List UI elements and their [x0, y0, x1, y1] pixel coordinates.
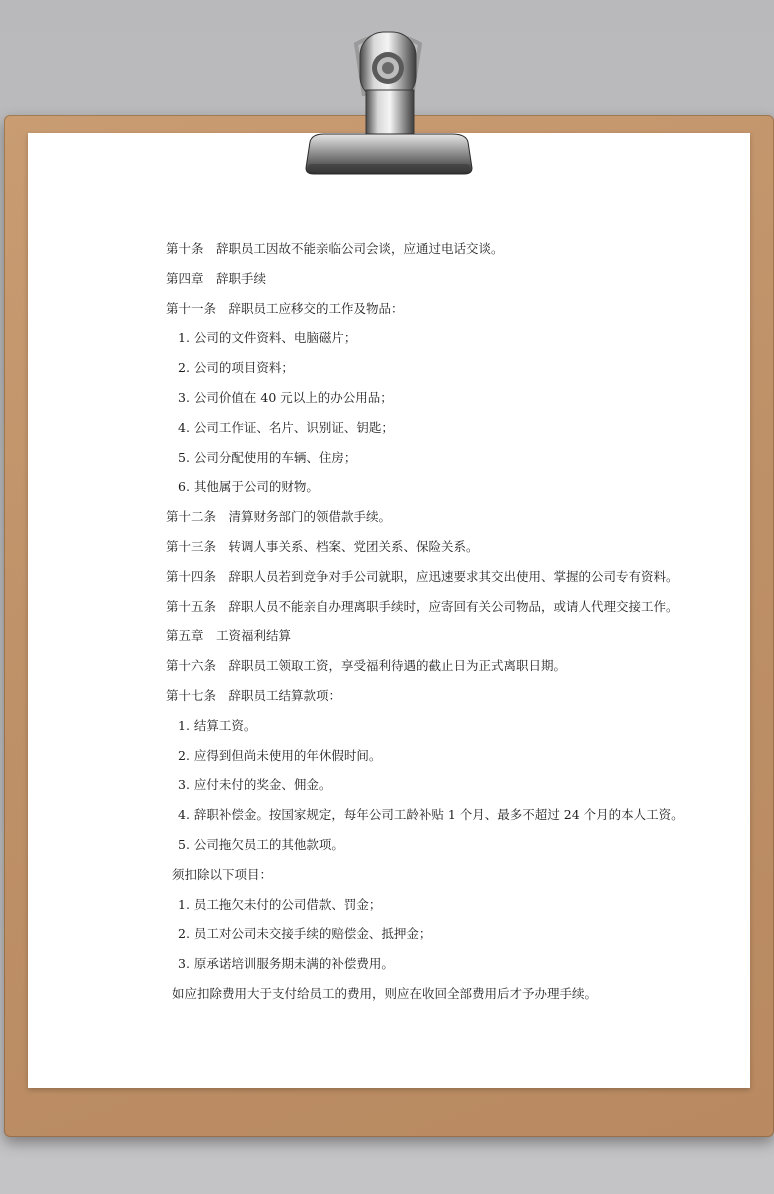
article-text: 第十四条 辞职人员若到竞争对手公司就职，应迅速要求其交出使用、掌握的公司专有资料。	[166, 568, 679, 584]
list-item: 3. 原承诺培训服务期未满的补偿费用。	[178, 956, 394, 972]
list-item: 4. 辞职补偿金。按国家规定，每年公司工龄补贴 1 个月、最多不超过 24 个月的本人工资。	[178, 807, 684, 823]
binder-clip-icon	[296, 24, 478, 178]
chapter-heading: 第五章 工资福利结算	[166, 628, 292, 644]
list-item: 5. 公司分配使用的车辆、住房；	[178, 449, 357, 465]
article-text: 第十三条 转调人事关系、档案、党团关系、保险关系。	[166, 539, 479, 554]
list-item: 2. 员工对公司未交接手续的赔偿金、抵押金；	[178, 926, 432, 942]
list-item: 6. 其他属于公司的财物。	[178, 479, 319, 495]
list-item: 4. 公司工作证、名片、识别证、钥匙；	[178, 419, 394, 435]
article-text: 第十一条 辞职员工应移交的工作及物品：	[166, 300, 404, 316]
list-item: 1. 公司的文件资料、电脑磁片；	[178, 330, 357, 346]
list-item: 5. 公司拖欠员工的其他款项。	[178, 837, 344, 852]
article-text: 第十条 辞职员工因故不能亲临公司会谈，应通过电话交谈。	[166, 241, 504, 256]
list-item: 1. 结算工资。	[178, 717, 257, 733]
article-text: 第十五条 辞职人员不能亲自办理离职手续时，应寄回有关公司物品，或请人代理交接工作。	[166, 598, 679, 614]
list-item: 2. 公司的项目资料；	[178, 360, 294, 376]
note-text: 如应扣除费用大于支付给员工的费用，则应在收回全部费用后才予办理手续。	[172, 986, 598, 1001]
article-text: 第十二条 清算财务部门的领借款手续。	[166, 509, 392, 525]
note-text: 须扣除以下项目：	[172, 866, 273, 882]
article-text: 第十七条 辞职员工结算款项：	[166, 688, 342, 703]
article-text: 第十六条 辞职员工领取工资，享受福利待遇的截止日为正式离职日期。	[166, 658, 567, 674]
list-item: 3. 应付未付的奖金、佣金。	[178, 777, 332, 793]
chapter-heading: 第四章 辞职手续	[166, 270, 267, 286]
list-item: 3. 公司价值在 40 元以上的办公用品；	[178, 390, 393, 405]
list-item: 2. 应得到但尚未使用的年休假时间。	[178, 747, 382, 763]
list-item: 1. 员工拖欠未付的公司借款、罚金；	[178, 896, 382, 912]
